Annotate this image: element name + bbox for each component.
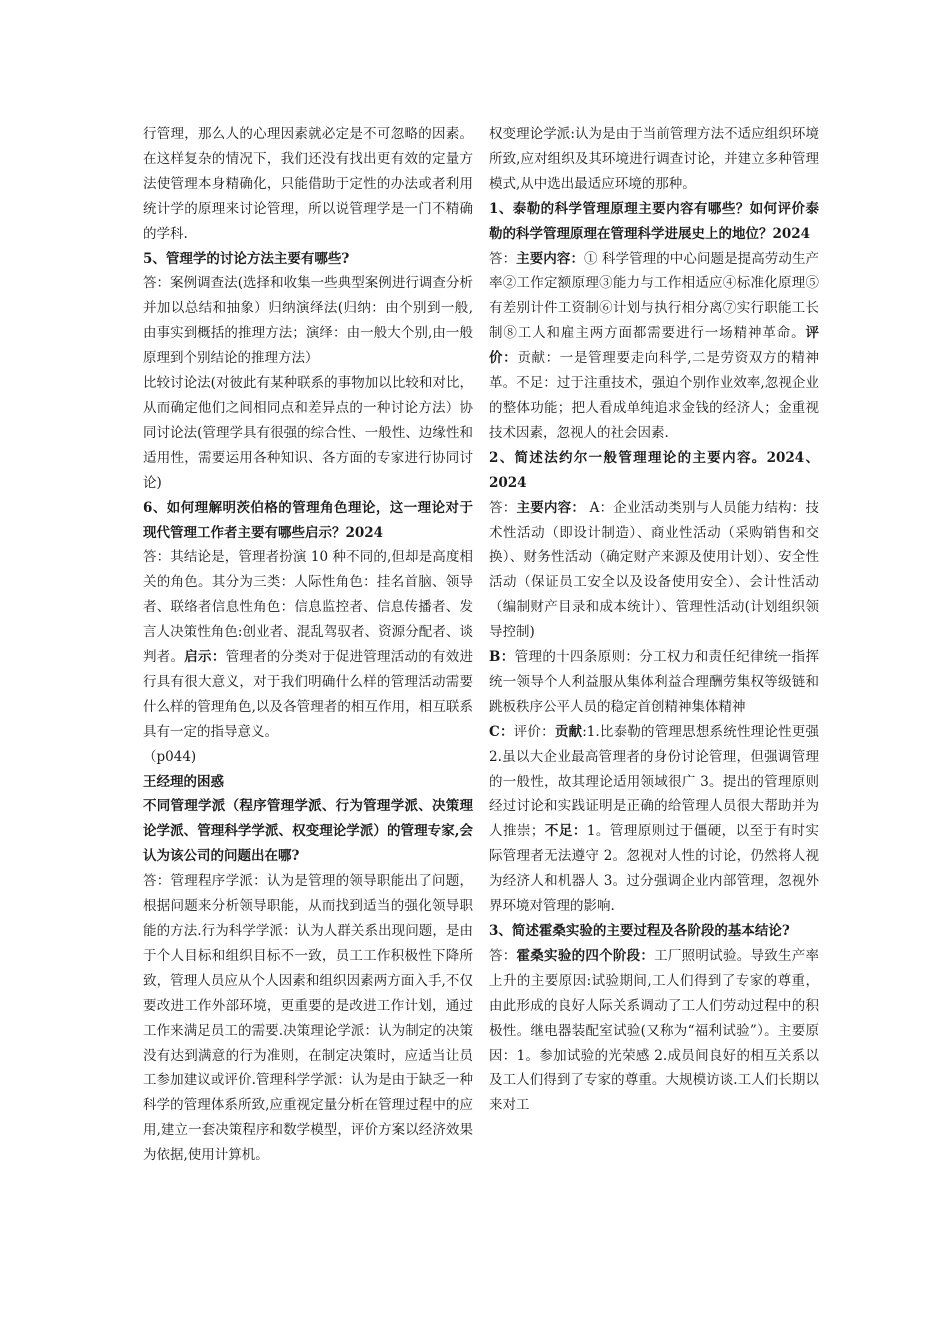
bold-text: 启示： — [184, 649, 226, 666]
right-paragraph — [489, 446, 819, 496]
body-text: 贡献：一是管理要走向科学,二是劳资双方的精神革。不足：过于注重技术，强迫个别作业效率,忽视企业的整体功能；把人看成单纯追求金钱的经济人；金重视技术因素，忽视人的社会因素. — [489, 350, 819, 441]
left-paragraph — [143, 247, 473, 272]
right-paragraph — [489, 496, 819, 645]
body-text: 1。管理原则过于僵硬，以至于有时实际管理者无法遵守 2。忽视对人性的讨论，仍然将人视为经济人和机器人 3。过分强调企业内部管理，忽视外界环境对管理的影响. — [489, 823, 820, 915]
bold-text: 贡献 — [554, 723, 583, 740]
left-paragraph — [143, 122, 473, 247]
bold-text: 3、简述霍桑实验的主要过程及各阶段的基本结论? — [489, 923, 790, 939]
bold-text: 主要内容： — [516, 499, 586, 516]
body-text: A：企业活动类别与人员能力结构：技术性活动（即设计制造）、商业性活动（采购销售和交换）、财务性活动（确定财产来源及使用计划）、安全性活动（保证员工安全以及设备使用安全）、会计性活动（编制财产目录和成本统计）、管理性活动(计划组织领导控制) — [489, 499, 820, 641]
body-text: 管理的十四条原则：分工权力和责任纪律统一指挥统一领导个人利益服从集体利益合理酬劳集权等级链和跳板秩序公平人员的稳定首创精神集体精神 — [489, 649, 820, 715]
bold-text: 不足： — [544, 823, 587, 840]
bold-text: 主要内容： — [516, 250, 585, 267]
body-text: 工厂照明试验。导致生产率上升的主要原因:试验期间,工人们得到了专家的尊重，由此形成的良好人际关系调动了工人们劳动过程中的积极性。继电器装配室试验(又称为“福利试验”）。主要原因：1。参加试验的光荣感 2.成员间良好的相互关系以及工人们得到了专家的尊重。大规模访谈.工人们长期以来对工 — [489, 947, 820, 1114]
bold-text: C： — [489, 723, 514, 740]
right-paragraph — [489, 247, 819, 446]
left-paragraph — [143, 371, 473, 496]
bold-text: 5、管理学的讨论方法主要有哪些? — [143, 250, 350, 267]
body-text: 比较讨论法(对彼此有某种联系的事物加以比较和对比，从而确定他们之间相同点和差异点的一种讨论方法）协同讨论法(管理学具有很强的综合性、一般性、边缘性和适用性，需要运用各种知识、各方面的专家进行协同讨论) — [143, 375, 473, 491]
body-text: 答： — [489, 499, 517, 516]
bold-text: B： — [489, 649, 515, 666]
body-text: ① 科学管理的中心问题是提高劳动生产率②工作定额原理③能力与工作相适应④标准化原理⑤有差别计件工资制⑥计划与执行相分离⑦实行职能工长制⑧工人和雇主两方面都需要进行一场精神革命。 — [489, 250, 820, 342]
left-paragraph — [143, 794, 473, 869]
body-text: 答：案例调查法(选择和收集一些典型案例进行调查分析并加以总结和抽象）归纳演绎法(归纳：由个别到一般,由事实到概括的推理方法；演绎：由一般大个别,由一般原理到个别结论的推理方法） — [143, 275, 473, 367]
left-paragraph — [143, 545, 473, 744]
body-text: 权变理论学派:认为是由于当前管理方法不适应组织环境所致,应对组织及其环境进行调查讨论，并建立多种管理模式,从中选出最适应环境的那种。 — [489, 126, 819, 192]
body-text: 答：其结论是，管理者扮演 10 种不同的,但却是高度相关的角色。其分为三类：人际性角色：挂名首脑、领导者、联络者信息性角色：信息监控者、信息传播者、发言人决策性角色:创业者、混乱驾驭者、资源分配者、谈判者。 — [143, 549, 473, 666]
body-text: 行管理，那么人的心理因素就必定是不可忽略的因素。在这样复杂的情况下，我们还没有找出更有效的定量方法使管理本身精确化，只能借助于定性的办法或者利用统计学的原理来讨论管理，所以说管理学是一门不精确的学科. — [143, 126, 473, 242]
right-paragraph — [489, 645, 819, 720]
right-column — [489, 122, 819, 1118]
bold-text: 1、泰勒的科学管理原理主要内容有哪些？如何评价泰勒的科学管理原理在管理科学进展史上的地位？2024 — [489, 200, 819, 242]
bold-text: 霍桑实验的四个阶段： — [516, 947, 655, 964]
bold-text: 王经理的困惑 — [143, 773, 224, 790]
left-paragraph — [143, 869, 473, 1168]
left-paragraph — [143, 271, 473, 371]
right-paragraph — [489, 919, 819, 944]
left-paragraph — [143, 770, 473, 795]
body-text: 管理者的分类对于促进管理活动的有效进行具有很大意义，对于我们明确什么样的管理活动需要什么样的管理角色,以及各管理者的相互作用，相互联系具有一定的指导意义。 — [143, 649, 474, 740]
body-text: :1.比泰勒的管理思想系统性理论性更强 2.虽以大企业最高管理者的身份讨论管理，但强调管理的一般性，故其理论适用领域很广 3。提出的管理原则经过讨论和实践证明是正确的给管理人员很大帮助并为人推崇； — [489, 723, 820, 840]
right-paragraph — [489, 122, 819, 197]
left-column — [143, 122, 473, 1168]
body-text: 评价： — [513, 723, 555, 740]
left-paragraph — [143, 496, 473, 546]
bold-text: 2、简述法约尔一般管理理论的主要内容。2024、2024 — [489, 449, 819, 491]
body-text: 答：管理程序学派：认为是管理的领导职能出了问题，根据问题来分析领导职能，从而找到适当的强化领导职能的方法.行为科学学派：认为人群关系出现问题，是由于个人目标和组织目标不一致，员工工作积极性下降所致，管理人员应从个人因素和组织因素两方面入手,不仅要改进工作外部环境，更重要的是改进工作计划，通过工作来满足员工的需要.决策理论学派：认为制定的决策没有达到满意的行为准则，在制定决策时，应适当让员工参加建议或评价.管理科学学派：认为是由于缺乏一种科学的管理体系所致,应重视定量分析在管理过程中的应用,建立一套决策程序和数学模型，评价方案以经济效果为依据,使用计算机。 — [143, 873, 473, 1164]
bold-text: 不同管理学派（程序管理学派、行为管理学派、决策理论学派、管理科学学派、权变理论学派）的管理专家,会认为该公司的问题出在哪? — [143, 798, 473, 865]
right-paragraph — [489, 197, 819, 247]
bold-text: 评价： — [489, 325, 819, 367]
bold-text: 6、如何理解明茨伯格的管理角色理论，这一理论对于现代管理工作者主要有哪些启示？2024 — [143, 499, 473, 541]
body-text: 答： — [489, 947, 517, 964]
body-text: 答： — [489, 250, 517, 267]
right-paragraph — [489, 944, 819, 1118]
body-text: （p044) — [143, 748, 197, 765]
right-paragraph — [489, 720, 819, 919]
left-paragraph — [143, 745, 473, 770]
